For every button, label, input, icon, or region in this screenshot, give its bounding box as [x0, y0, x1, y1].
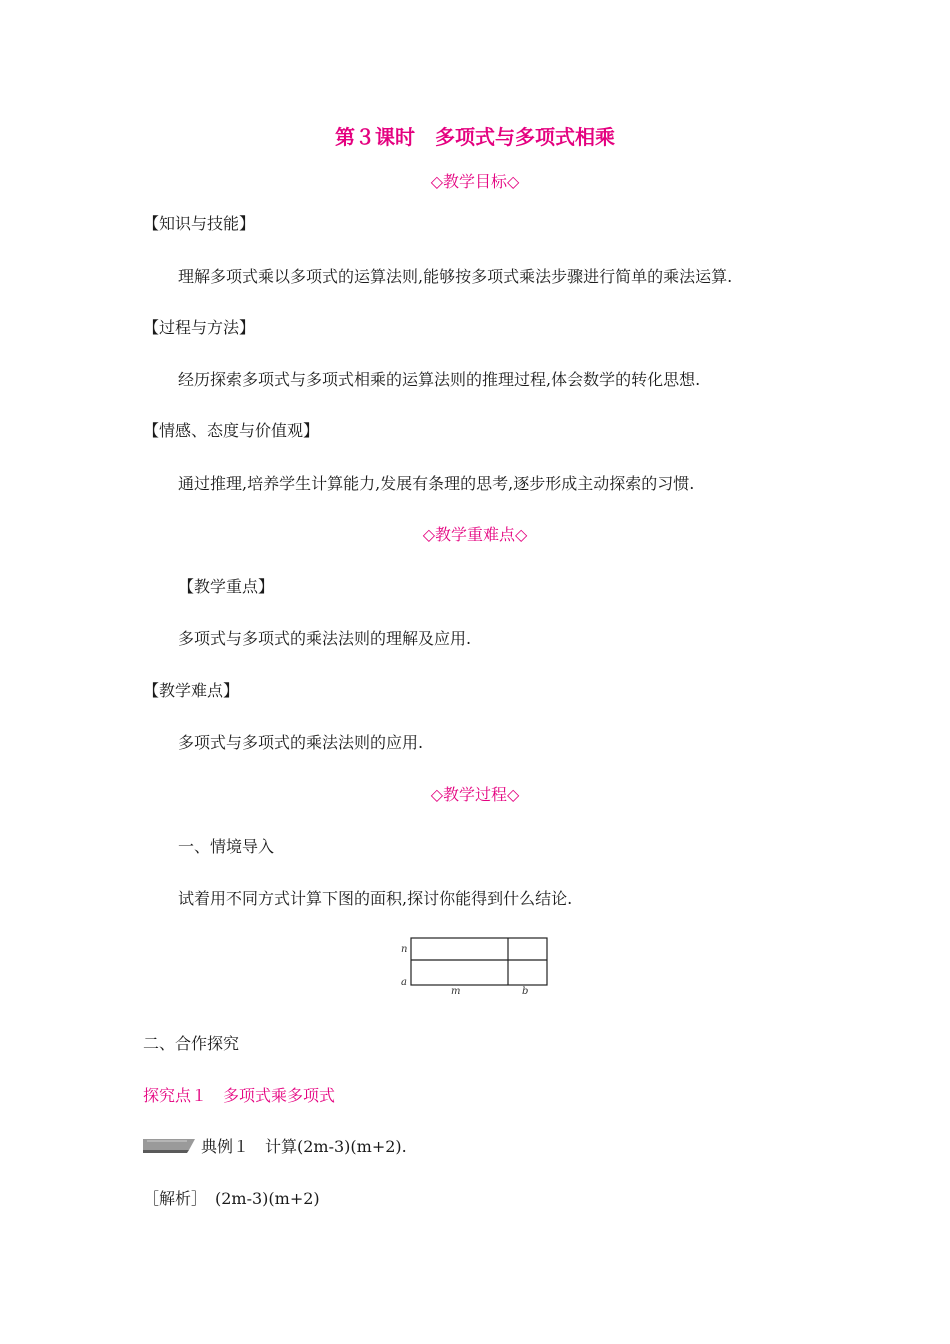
key-text: 多项式与多项式的乘法法则的理解及应用.: [178, 629, 472, 648]
area-figure-rectangles: [395, 930, 555, 1000]
intro-heading: 一、情境导入: [178, 837, 275, 856]
emotion-text: 通过推理,培养学生计算能力,发展有条理的思考,逐步形成主动探索的习惯.: [178, 474, 695, 493]
difficult-text: 多项式与多项式的乘法法则的应用.: [178, 733, 424, 752]
key-heading: 【教学重点】: [178, 577, 275, 596]
knowledge-heading: 【知识与技能】: [143, 214, 256, 233]
process-text: 经历探索多项式与多项式相乘的运算法则的推理过程,体会数学的转化思想.: [178, 370, 701, 389]
label-a: a: [401, 977, 407, 988]
explore-heading: 二、合作探究: [143, 1034, 240, 1053]
example-text: 典例１ 计算(2m-3)(m+2).: [201, 1137, 407, 1156]
process-heading: 【过程与方法】: [143, 318, 256, 337]
example-marker-icon: [143, 1136, 195, 1154]
analysis-text: ［解析］ (2m-3)(m+2): [143, 1189, 320, 1208]
explore-point-heading: 探究点１ 多项式乘多项式: [143, 1086, 336, 1105]
section-teaching-process: ◇教学过程◇: [430, 785, 520, 804]
intro-text: 试着用不同方式计算下图的面积,探讨你能得到什么结论.: [178, 889, 573, 908]
label-n: n: [401, 944, 408, 955]
section-key-points: ◇教学重难点◇: [422, 525, 528, 544]
area-figure: [395, 930, 555, 1000]
section-teaching-goals: ◇教学目标◇: [430, 172, 520, 191]
difficult-heading: 【教学难点】: [143, 681, 240, 700]
knowledge-text: 理解多项式乘以多项式的运算法则,能够按多项式乘法步骤进行简单的乘法运算.: [178, 267, 733, 286]
label-m: m: [451, 986, 461, 997]
page-title: 第３课时 多项式与多项式相乘: [335, 125, 615, 149]
emotion-heading: 【情感、态度与价值观】: [143, 421, 320, 440]
label-b: b: [522, 986, 529, 997]
